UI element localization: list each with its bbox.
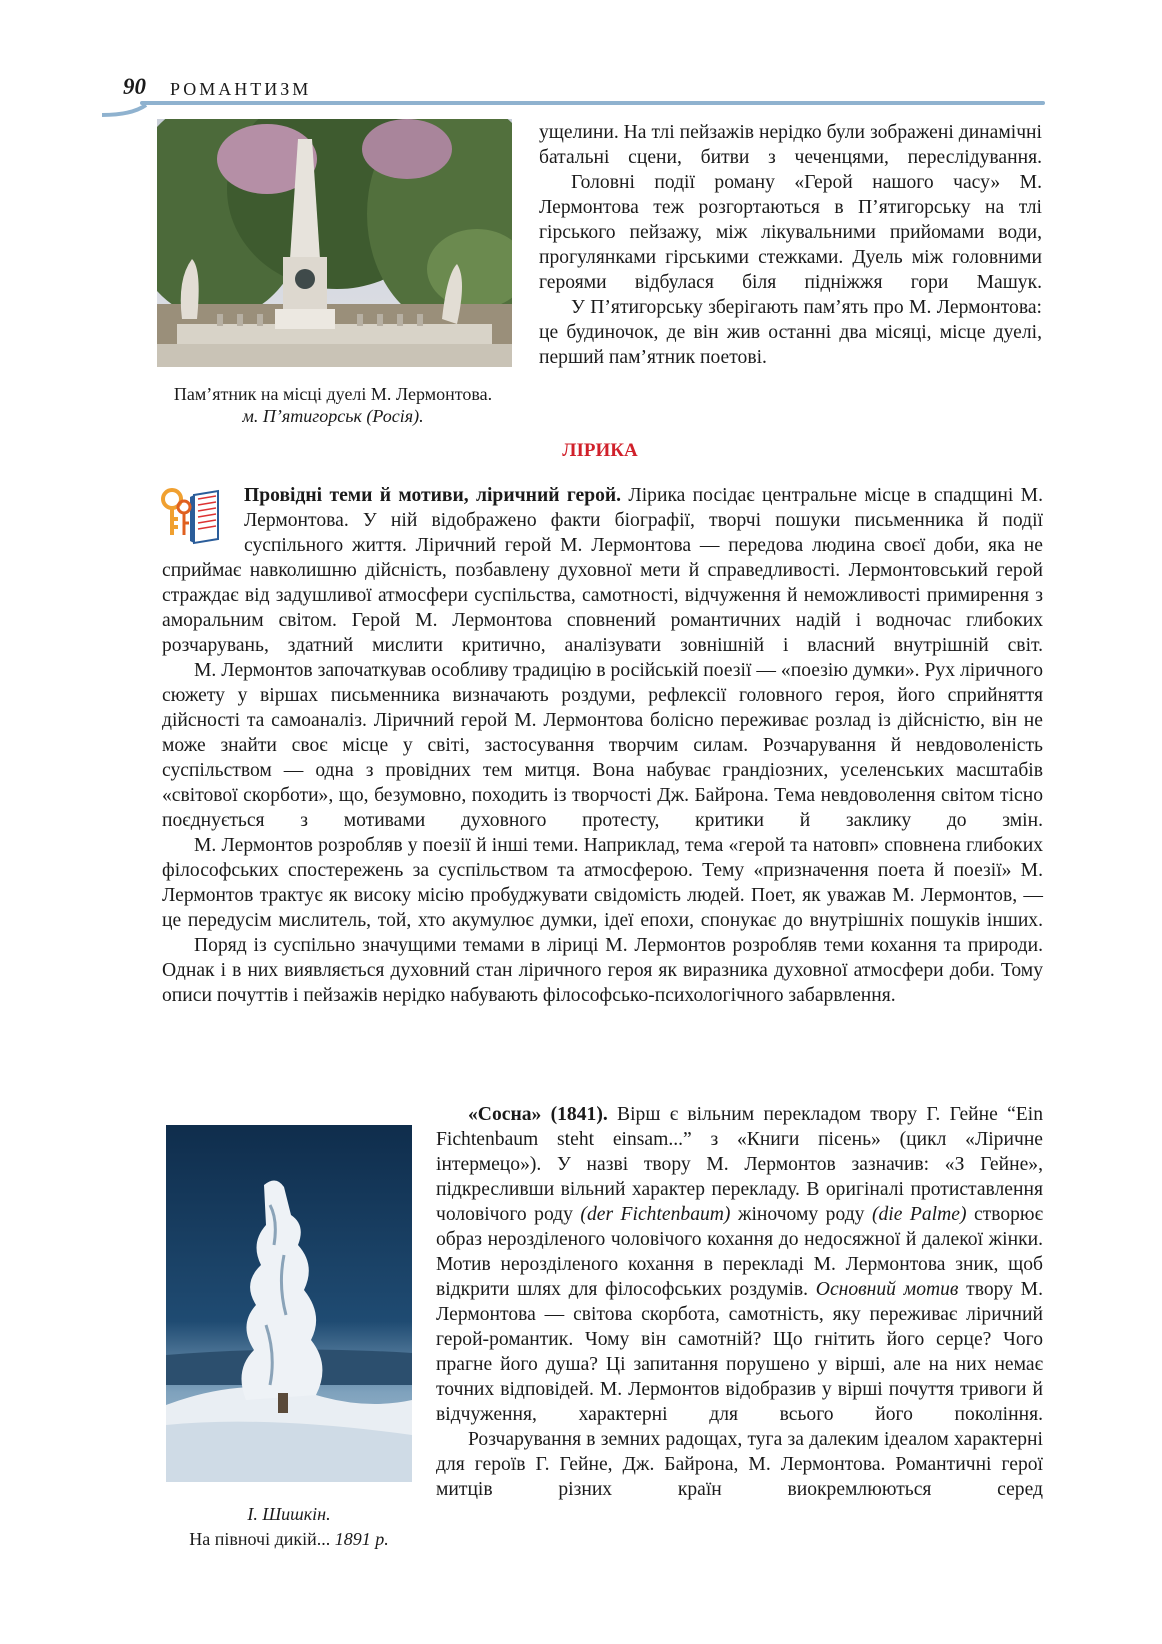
monument-photo-caption [140, 383, 526, 427]
paragraph: М. Лермонтов започаткував особливу традицію в російській поезії — «поезію думки». Рух ліричного сюжету у віршах письменника визначають роздуми, рефлексії головного героя, його сприйняття дійсності та самоаналіз. Ліричний герой М. Лермонтова болісно переживає розлад із дійсністю, він не може знайти своє місце у світі, застосування творчим силам. Розчарування й невдоволеність суспільством — одна з провідних тем митця. Вона набуває грандіозних, уселенських масштабів «світової скорботи», що, безумовно, походить із творчості Дж. Байрона. Тема невдоволення світом тісно поєднується з мотивами духовного протесту, критики й заклику до змін. [162, 660, 1043, 831]
poem-title: «Сосна» (1841). [468, 1104, 608, 1125]
top-column-text [539, 120, 1042, 370]
paragraph: У П’ятигорську зберігають пам’ять про М. Лермонтова: це будиночок, де він жив останні два місяці, місце дуелі, перший пам’ятник поетові. [539, 297, 1042, 368]
painting-caption [150, 1502, 428, 1552]
painting-caption-artist: І. Шишкін. [247, 1504, 331, 1524]
header-rule [140, 101, 1045, 105]
paragraph: М. Лермонтов розробляв у поезії й інші теми. Наприклад, тема «герой та натовп» сповнена глибоких філософських спостережень за суспільством та атмосферою. Тему «призначення поета й поезії» М. Лермонтов трактує як високу місію пробуджувати свідомість людей. Поет, як уважав М. Лермонтов, — це передусім мислитель, той, хто акумулює думки, ідеї епохи, спонукає до внутрішніх пошуків інших. [162, 835, 1043, 931]
painting-image [166, 1125, 412, 1482]
monument-caption-line2: м. П’ятигорськ (Росія). [242, 406, 424, 426]
paragraph: «Сосна» (1841). Вірш є вільним перекладом твору Г. Гейне “Ein Fichtenbaum steht einsam...” з «Книги пісень» (цикл «Ліричне інтермецо»). У назві твору М. Лермонтов зазначив: «З Гейне», підкресливши вільний характер перекладу. В оригіналі протиставлення чоловічого роду (der Fichtenbaum) жіночому роду (die Palme) створює образ нерозділеного чоловічого кохання до недосяжної й далекої жінки. Мотив нерозділеного кохання в перекладі М. Лермонтова зник, щоб відкрити шлях для філософських роздумів. Основний мотив твору М. Лермонтова — світова скорбота, самотність, яку переживає ліричний герой-романтик. Чому він самотній? Що гнітить його серце? Чого прагне його душа? Ці запитання порушено у вірші, але на них немає точних відповідей. М. Лермонтов відобразив у вірші почуття тривоги й відчуження, характерні для всього його покоління. [436, 1104, 1044, 1425]
header-curve-ornament [102, 103, 148, 117]
paragraph: Поряд із суспільно значущими темами в ліриці М. Лермонтов розробляв теми кохання та природи. Однак і в них виявляється духовний стан ліричного героя як виразника духовної атмосфери доби. Тому описи почуттів і пейзажів нерідко набувають філософсько-психологічного забарвлення. [162, 935, 1043, 1006]
page-number: 90 [123, 74, 146, 99]
german-term: (die Palme) [871, 1204, 967, 1225]
monument-caption-line1: Пам’ятник на місці дуелі М. Лермонтова. [173, 384, 493, 404]
paragraph: Провідні теми й мотиви, ліричний герой. Лірика посідає центральне місце в спадщині М. Лермонтова. У ній відображено факти біографії, творчі пошуки письменника й події суспільного життя. Ліричний герой М. Лермонтова — передова людина своєї доби, яка не сприймає навколишню дійсність, позбавлену духовної мети й справедливості. Лермонтовський герой страждає від задушливої атмосфери суспільства, самотності, відчуження й неможливості примирення з аморальним світом. Герой М. Лермонтова сповнений романтичних надій і водночас глибоких розчарувань, здатний мислити критично, аналізувати зовнішній і власний внутрішній світ. [162, 485, 1043, 656]
lyric-section-text [162, 483, 1043, 1008]
monument-photo [157, 119, 512, 367]
painting-caption-title-line [150, 1527, 428, 1552]
paragraph: Розчарування в земних радощах, туга за далеким ідеалом характерні для героїв Г. Гейне, Дж. Байрона, М. Лермонтова. Романтичні герої митців різних країн виокремлюються серед [436, 1429, 1043, 1500]
painting-caption-year: 1891 р. [334, 1529, 389, 1549]
paragraph: ущелини. На тлі пейзажів нерідко були зображені динамічні батальні сцени, битви з чеченцями, переслідування. [539, 122, 1042, 168]
subsection-title: Провідні теми й мотиви, ліричний герой. [244, 485, 622, 506]
sosna-section-text [436, 1102, 1043, 1502]
paragraph: Головні події роману «Герой нашого часу» М. Лермонтова теж розгортаються в П’ятигорську на тлі гірського пейзажу, між лікувальними прийомами води, прогулянками гірськими стежками. Дуель між головними героями відбулася біля підніжжя гори Машук. [539, 172, 1042, 293]
painting-caption-title: На півночі дикій... [189, 1529, 331, 1549]
running-header-title: РОМАНТИЗМ [170, 79, 312, 99]
german-term: (der Fichtenbaum) [580, 1204, 731, 1225]
key-term: Основний мотив [815, 1279, 959, 1300]
section-heading: ЛІРИКА [562, 440, 638, 461]
